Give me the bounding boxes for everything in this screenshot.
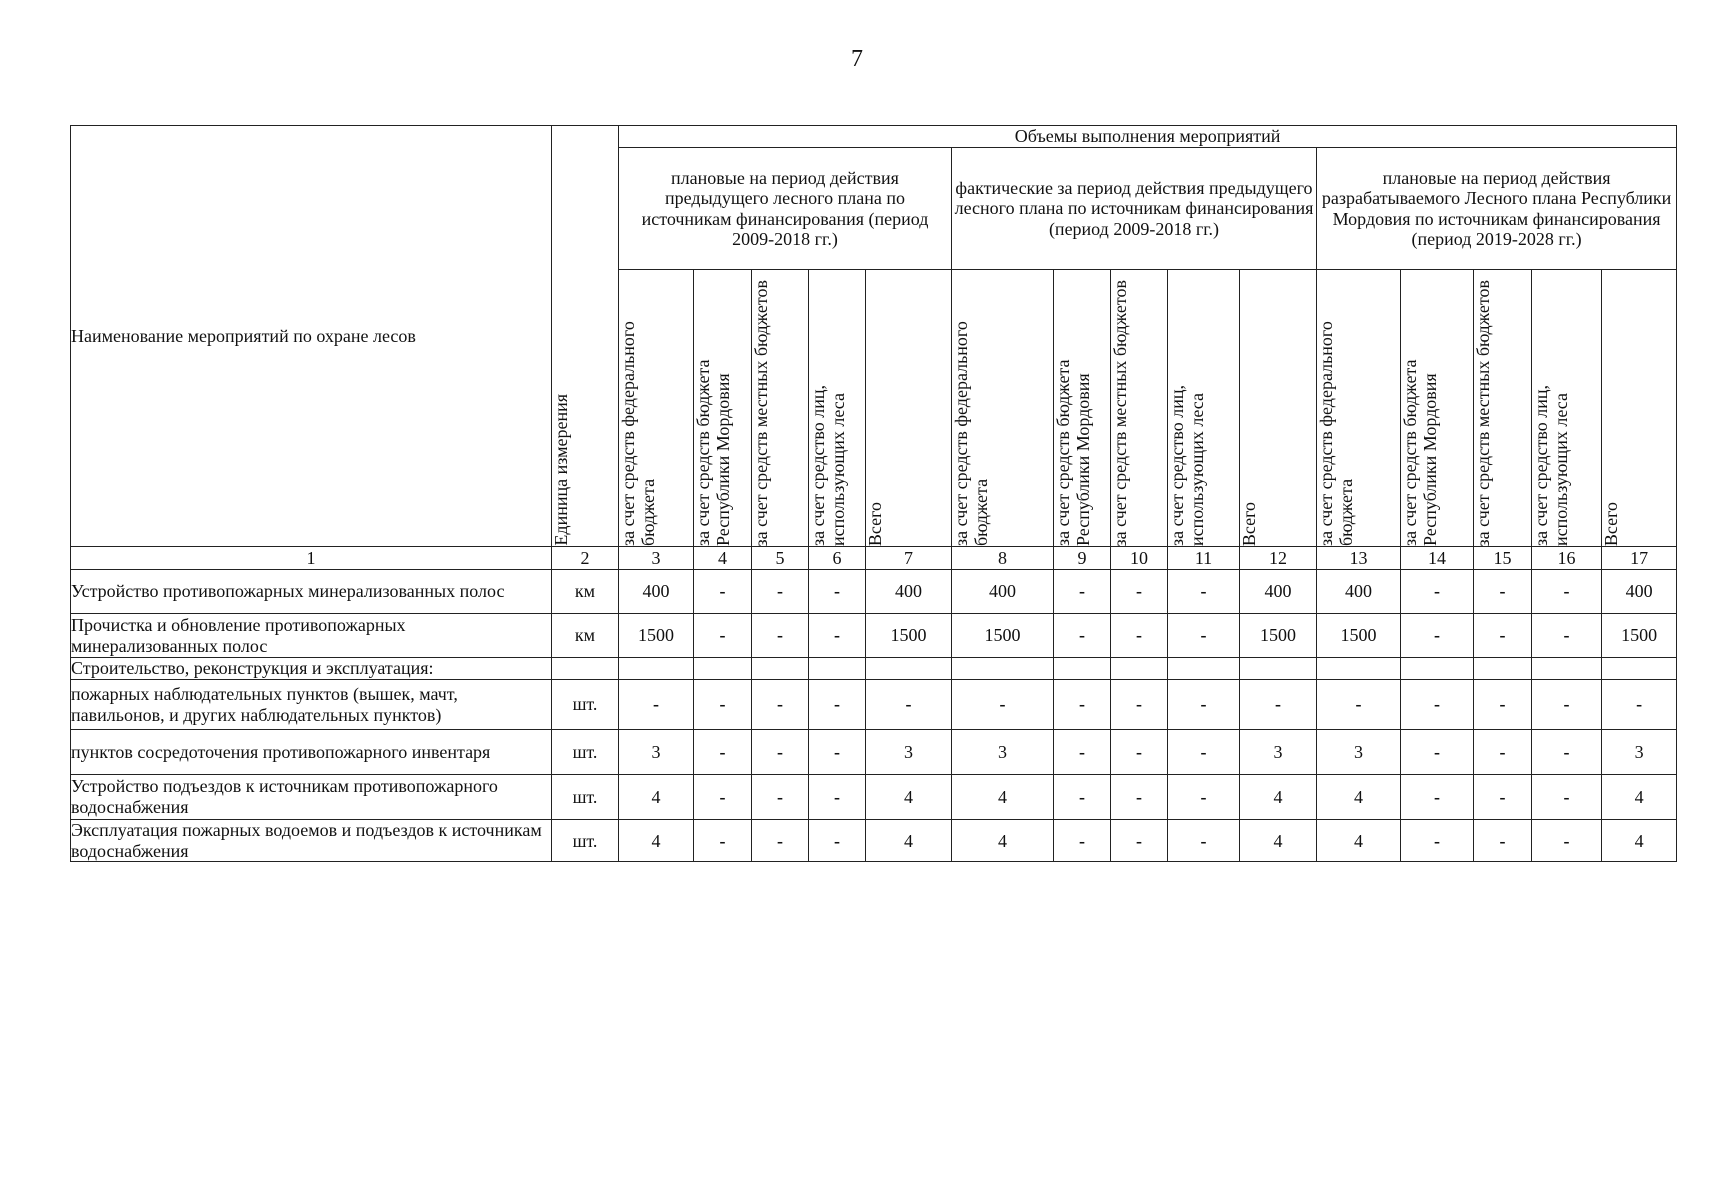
column-number: 14: [1401, 547, 1474, 570]
row-value: 3: [1602, 730, 1677, 775]
row-value: -: [1532, 680, 1602, 730]
row-value: 1500: [866, 614, 952, 658]
table-body: [71, 570, 1677, 862]
row-name: Строительство, реконструкция и эксплуатация:: [71, 658, 552, 680]
row-value: -: [1401, 570, 1474, 614]
table-row: [71, 614, 1677, 658]
row-value: -: [694, 680, 752, 730]
row-value: 1500: [1602, 614, 1677, 658]
column-number: 2: [552, 547, 619, 570]
row-value: -: [809, 570, 866, 614]
row-value: -: [1054, 820, 1111, 862]
row-value: -: [1111, 570, 1168, 614]
row-value: -: [1111, 614, 1168, 658]
row-value: [1474, 658, 1532, 680]
row-unit: шт.: [552, 820, 619, 862]
row-value: -: [1401, 680, 1474, 730]
subheader-federal: за счет средств федерального бюджета: [952, 270, 1054, 547]
row-value: 4: [1240, 775, 1317, 820]
forest-protection-table: [70, 125, 1677, 862]
column-number: 8: [952, 547, 1054, 570]
column-number-row: [71, 547, 1677, 570]
row-value: 4: [619, 820, 694, 862]
subheader-local: за счет средств местных бюджетов: [1111, 270, 1168, 547]
row-value: -: [694, 614, 752, 658]
table-row: [71, 570, 1677, 614]
subheader-local: за счет средств местных бюджетов: [752, 270, 809, 547]
row-value: 4: [1602, 820, 1677, 862]
row-value: 3: [952, 730, 1054, 775]
row-value: -: [1532, 570, 1602, 614]
row-value: -: [1054, 680, 1111, 730]
subheader-users: за счет средство лиц, использующих леса: [809, 270, 866, 547]
row-value: -: [752, 730, 809, 775]
row-value: -: [1168, 730, 1240, 775]
table-row: [71, 658, 1677, 680]
header-unit-column: Единица измерения: [552, 126, 619, 547]
subheader-total: Всего: [1240, 270, 1317, 547]
row-value: 4: [866, 775, 952, 820]
row-value: -: [752, 820, 809, 862]
row-value: [752, 658, 809, 680]
row-value: -: [1240, 680, 1317, 730]
row-value: -: [1054, 614, 1111, 658]
row-unit: [552, 658, 619, 680]
row-value: -: [1532, 614, 1602, 658]
row-value: -: [694, 775, 752, 820]
row-value: -: [752, 570, 809, 614]
row-value: -: [1532, 820, 1602, 862]
subheader-federal: за счет средств федерального бюджета: [1317, 270, 1401, 547]
row-value: -: [1401, 614, 1474, 658]
row-value: -: [1401, 730, 1474, 775]
row-value: 4: [1317, 775, 1401, 820]
row-value: -: [1111, 775, 1168, 820]
column-number: 9: [1054, 547, 1111, 570]
row-value: 4: [1240, 820, 1317, 862]
header-group-actual-previous: фактические за период действия предыдущего лесного плана по источникам финансирования (период 2009-2018 гг.): [952, 148, 1317, 270]
row-value: -: [1168, 775, 1240, 820]
row-value: -: [1532, 775, 1602, 820]
row-value: -: [809, 614, 866, 658]
row-name: Эксплуатация пожарных водоемов и подъездов к источникам водоснабжения: [71, 820, 552, 862]
subheader-republic: за счет средств бюджета Республики Мордовия: [694, 270, 752, 547]
row-value: [1168, 658, 1240, 680]
row-value: 3: [1240, 730, 1317, 775]
column-number: 5: [752, 547, 809, 570]
row-value: 4: [866, 820, 952, 862]
row-value: -: [1474, 775, 1532, 820]
row-value: -: [1532, 730, 1602, 775]
row-value: -: [1054, 775, 1111, 820]
row-value: 1500: [619, 614, 694, 658]
row-unit: км: [552, 614, 619, 658]
row-value: -: [1474, 614, 1532, 658]
row-value: 4: [1602, 775, 1677, 820]
subheader-republic: за счет средств бюджета Республики Мордовия: [1401, 270, 1474, 547]
row-value: [694, 658, 752, 680]
row-value: -: [1168, 570, 1240, 614]
row-value: 4: [619, 775, 694, 820]
row-value: -: [1111, 820, 1168, 862]
row-value: [952, 658, 1054, 680]
row-name: Прочистка и обновление противопожарных минерализованных полос: [71, 614, 552, 658]
column-number: 10: [1111, 547, 1168, 570]
row-value: 400: [1602, 570, 1677, 614]
row-unit: шт.: [552, 730, 619, 775]
row-value: [809, 658, 866, 680]
row-unit: шт.: [552, 775, 619, 820]
row-value: 1500: [1240, 614, 1317, 658]
row-value: [866, 658, 952, 680]
column-number: 13: [1317, 547, 1401, 570]
row-value: -: [752, 775, 809, 820]
subheader-users: за счет средство лиц, использующих леса: [1532, 270, 1602, 547]
subheader-users: за счет средство лиц, использующих леса: [1168, 270, 1240, 547]
row-value: -: [694, 820, 752, 862]
row-value: -: [694, 730, 752, 775]
row-value: [1317, 658, 1401, 680]
row-value: [1111, 658, 1168, 680]
column-number: 7: [866, 547, 952, 570]
row-unit: км: [552, 570, 619, 614]
row-value: -: [809, 680, 866, 730]
row-value: 3: [866, 730, 952, 775]
subheader-local: за счет средств местных бюджетов: [1474, 270, 1532, 547]
page-number: 7: [851, 46, 863, 72]
row-value: 3: [1317, 730, 1401, 775]
column-number: 4: [694, 547, 752, 570]
column-number: 6: [809, 547, 866, 570]
row-value: [1401, 658, 1474, 680]
row-value: -: [1054, 570, 1111, 614]
table-row: [71, 730, 1677, 775]
row-value: [1054, 658, 1111, 680]
row-name: Устройство противопожарных минерализованных полос: [71, 570, 552, 614]
row-value: -: [752, 680, 809, 730]
header-name-column: Наименование мероприятий по охране лесов: [71, 126, 552, 547]
row-value: -: [1401, 775, 1474, 820]
column-number: 17: [1602, 547, 1677, 570]
row-value: 4: [952, 775, 1054, 820]
row-value: -: [809, 775, 866, 820]
row-name: пунктов сосредоточения противопожарного инвентаря: [71, 730, 552, 775]
table-row: [71, 820, 1677, 862]
row-value: 400: [866, 570, 952, 614]
row-value: -: [952, 680, 1054, 730]
column-number: 15: [1474, 547, 1532, 570]
row-value: -: [1474, 820, 1532, 862]
row-value: [1240, 658, 1317, 680]
row-value: -: [809, 730, 866, 775]
subheader-total: Всего: [866, 270, 952, 547]
row-value: -: [1602, 680, 1677, 730]
subheader-republic: за счет средств бюджета Республики Мордовия: [1054, 270, 1111, 547]
row-value: -: [1401, 820, 1474, 862]
column-number: 16: [1532, 547, 1602, 570]
row-value: 400: [619, 570, 694, 614]
row-value: -: [752, 614, 809, 658]
row-value: -: [1168, 820, 1240, 862]
row-value: 4: [1317, 820, 1401, 862]
row-name: пожарных наблюдательных пунктов (вышек, мачт, павильонов, и других наблюдательных пунктов): [71, 680, 552, 730]
row-value: 400: [1240, 570, 1317, 614]
row-value: -: [694, 570, 752, 614]
row-value: -: [1317, 680, 1401, 730]
row-value: -: [1168, 614, 1240, 658]
header-group-planned-new: плановые на период действия разрабатываемого Лесного плана Республики Мордовия по источникам финансирования (период 2019-2028 гг.): [1317, 148, 1677, 270]
row-value: -: [1111, 730, 1168, 775]
row-value: -: [619, 680, 694, 730]
row-value: 1500: [1317, 614, 1401, 658]
column-number: 11: [1168, 547, 1240, 570]
row-value: -: [1054, 730, 1111, 775]
subheader-total: Всего: [1602, 270, 1677, 547]
row-value: 3: [619, 730, 694, 775]
row-unit: шт.: [552, 680, 619, 730]
table-row: [71, 775, 1677, 820]
row-value: -: [1111, 680, 1168, 730]
header-volumes-title: Объемы выполнения мероприятий: [619, 126, 1677, 148]
table-row: [71, 680, 1677, 730]
row-value: -: [1168, 680, 1240, 730]
column-number: 3: [619, 547, 694, 570]
row-value: 4: [952, 820, 1054, 862]
row-value: 400: [952, 570, 1054, 614]
row-value: [1532, 658, 1602, 680]
row-value: [1602, 658, 1677, 680]
row-value: -: [1474, 570, 1532, 614]
row-value: -: [1474, 730, 1532, 775]
subheader-federal: за счет средств федерального бюджета: [619, 270, 694, 547]
row-value: -: [809, 820, 866, 862]
row-value: -: [1474, 680, 1532, 730]
header-group-planned-previous: плановые на период действия предыдущего лесного плана по источникам финансирования (период 2009-2018 гг.): [619, 148, 952, 270]
column-number: 1: [71, 547, 552, 570]
row-value: [619, 658, 694, 680]
row-value: 400: [1317, 570, 1401, 614]
row-value: 1500: [952, 614, 1054, 658]
column-number: 12: [1240, 547, 1317, 570]
row-name: Устройство подъездов к источникам противопожарного водоснабжения: [71, 775, 552, 820]
row-value: -: [866, 680, 952, 730]
